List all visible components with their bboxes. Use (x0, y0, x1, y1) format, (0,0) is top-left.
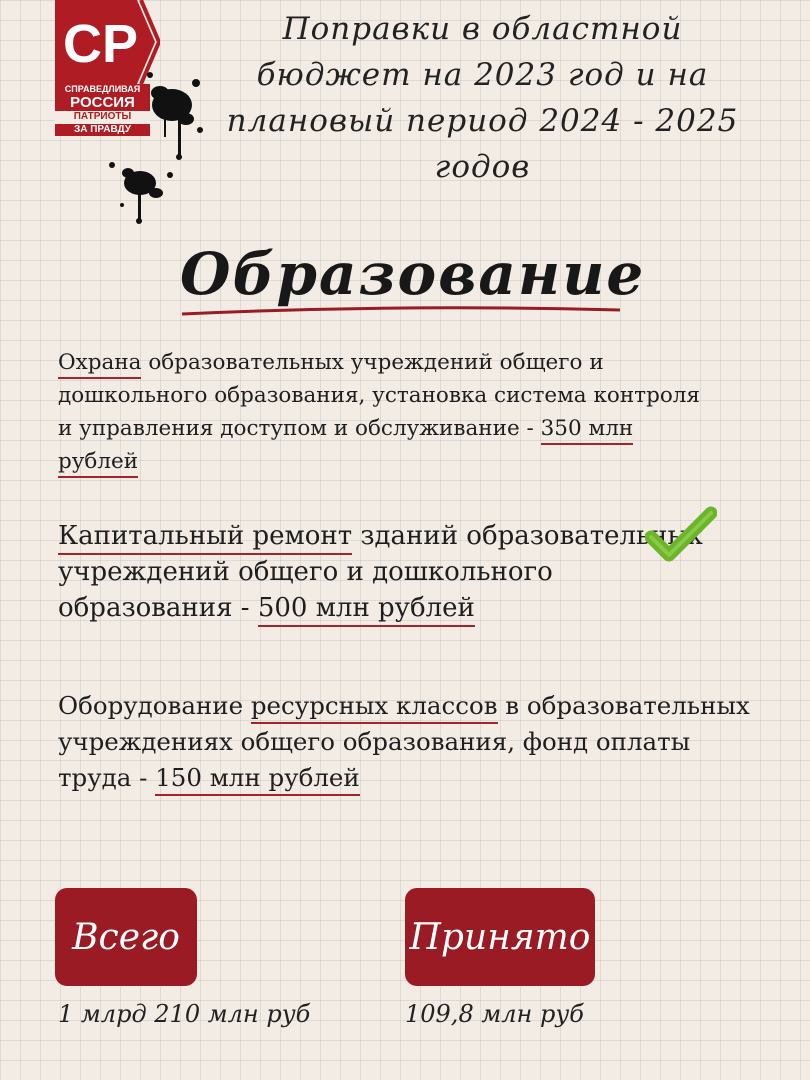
item-prefix: Оборудование (58, 691, 251, 720)
item-underlined: ресурсных классов (251, 691, 498, 724)
check-icon (645, 505, 717, 567)
item-text: образовательных учреждений общего и дошкольного образования, установка система контроля и управления доступом и обслуживание - (58, 350, 700, 441)
total-button[interactable]: Всего (55, 888, 197, 986)
item-repair (58, 518, 718, 626)
section-title-underline (180, 300, 625, 320)
header-title: Поправки в областной бюджет на 2023 год и на плановый период 2024 - 2025 годов (226, 11, 739, 185)
item-amount: 150 млн рублей (155, 763, 360, 796)
item-underlined: Охрана (58, 350, 141, 379)
item-resource-classes (58, 688, 758, 796)
logo-letters: СР (63, 14, 139, 74)
item-amount: 500 млн рублей (258, 593, 475, 627)
accepted-button[interactable]: Принято (405, 888, 595, 986)
logo-line3: ПАТРИОТЫ (55, 111, 150, 123)
item-text: зданий образовательных учреждений общего и дошкольного образования - (58, 521, 703, 623)
item-amount: 350 млн рублей (58, 416, 633, 478)
logo-line4: ЗА ПРАВДУ (55, 124, 150, 136)
logo-line2: РОССИЯ (70, 94, 135, 111)
ink-splatter (100, 55, 210, 230)
item-security (58, 346, 718, 478)
section-title: Образование (180, 240, 646, 308)
accepted-amount: 109,8 млн руб (405, 1000, 584, 1028)
logo-line1: СПРАВЕДЛИВАЯ (64, 84, 141, 94)
item-underlined: Капитальный ремонт (58, 521, 352, 555)
item-text: в образовательных учреждениях общего образования, фонд оплаты труда - (58, 691, 750, 792)
total-amount: 1 млрд 210 млн руб (58, 1000, 311, 1028)
